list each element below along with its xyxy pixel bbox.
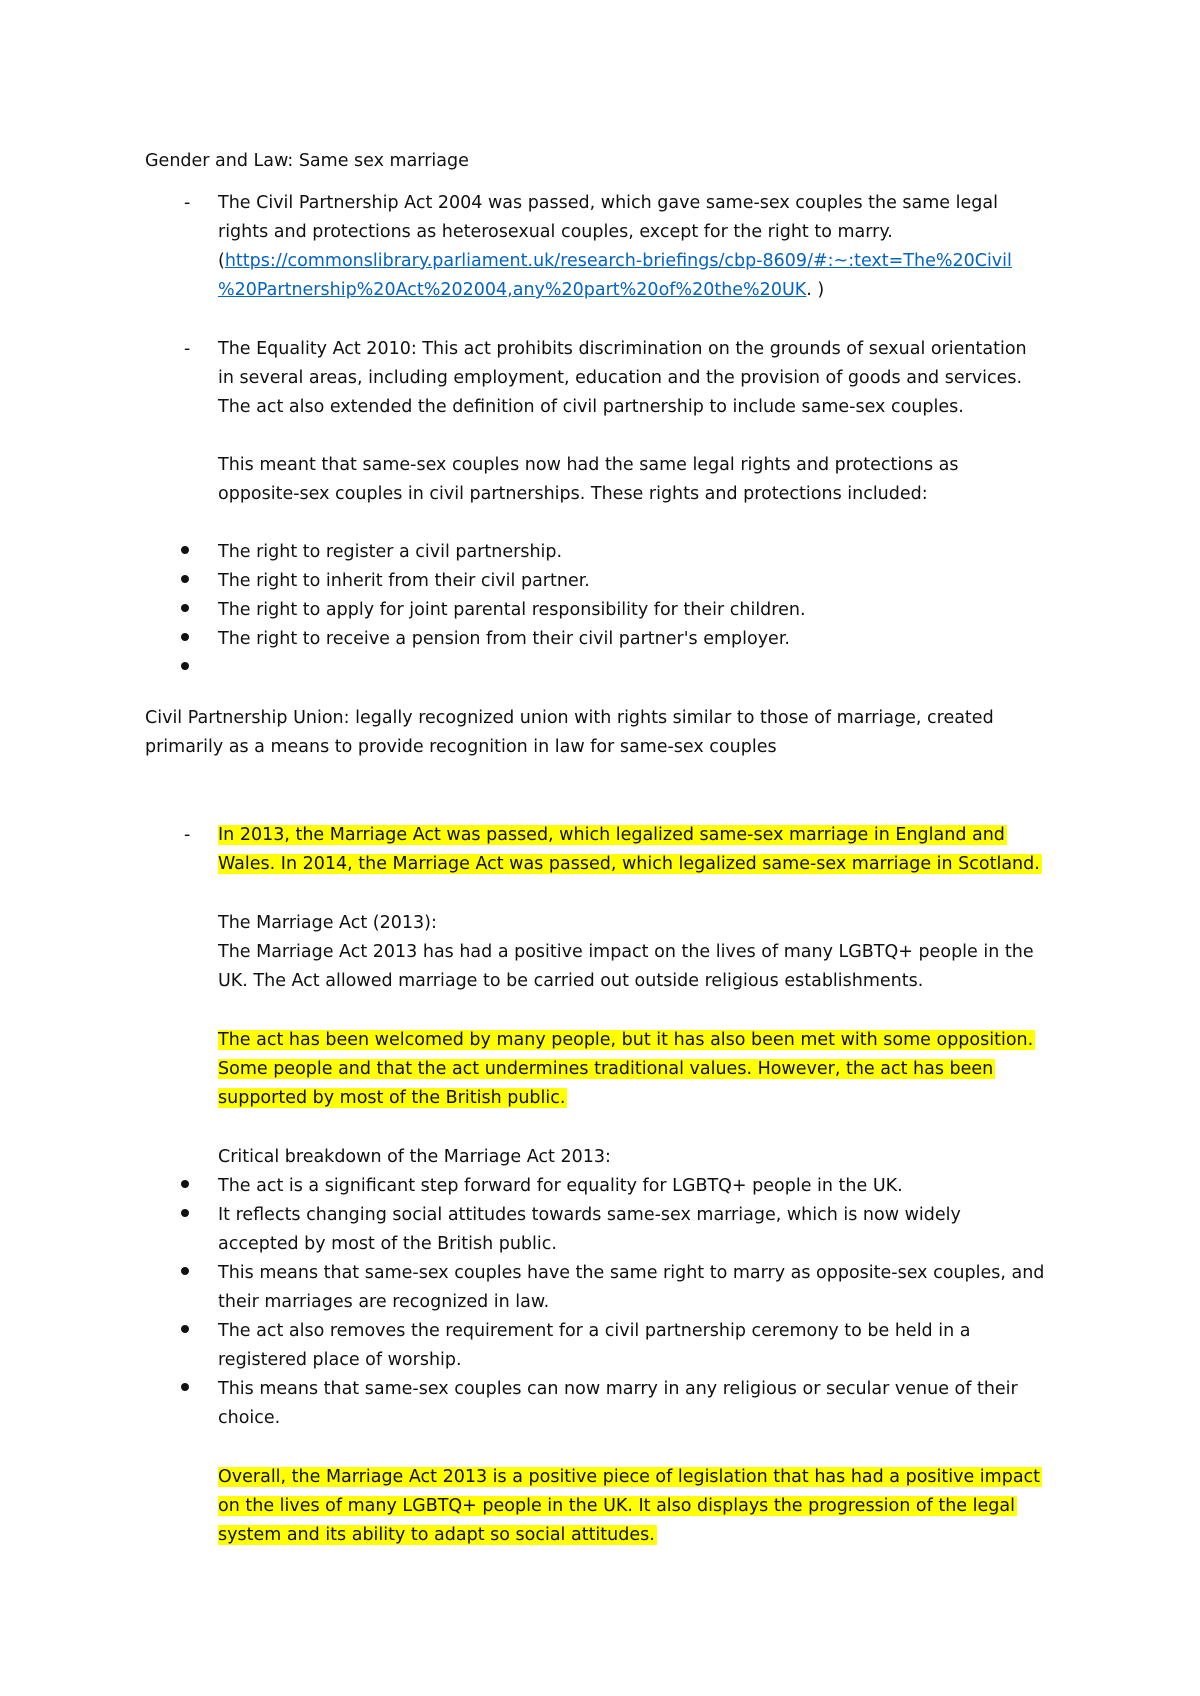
equality-act-text: The act also extended the definition of civil partnership to include same-sex couples. [218,397,964,417]
highlight: on the lives of many LGBTQ+ people in the UK. It also displays the progression of the legal [218,1496,1015,1516]
bullet-icon [181,633,189,641]
bullet-icon [181,1209,189,1217]
list-item: The right to apply for joint parental responsibility for their children. [218,600,806,620]
section-subheading: The Marriage Act (2013): [218,913,437,933]
highlighted-text [218,1522,657,1548]
highlight: Some people and that the act undermines traditional values. However, the act has been [218,1059,994,1079]
highlighted-text [218,851,1042,877]
highlight: In 2013, the Marriage Act was passed, which legalized same-sex marriage in England and [218,825,1005,845]
list-item-continued: registered place of worship. [218,1350,462,1370]
reference-link-line [218,248,1012,274]
paren-open: ( [218,251,225,271]
highlight: The act has been welcomed by many people, but it has also been met with some opposition. [218,1030,1034,1050]
list-item: The act also removes the requirement for a civil partnership ceremony to be held in a [218,1321,971,1341]
highlight: Wales. In 2014, the Marriage Act was passed, which legalized same-sex marriage in Scotland. [218,854,1040,874]
marriage-act-text: The Marriage Act 2013 has had a positive impact on the lives of many LGBTQ+ people in the [218,942,1034,962]
highlighted-text [218,1493,1017,1519]
section-subheading: Critical breakdown of the Marriage Act 2013: [218,1147,611,1167]
reference-link[interactable]: https://commonslibrary.parliament.uk/research-briefings/cbp-8609/#:~:text=The%20Civil [224,251,1012,271]
list-item: It reflects changing social attitudes towards same-sex marriage, which is now widely [218,1205,961,1225]
highlight: Overall, the Marriage Act 2013 is a positive piece of legislation that has had a positive impact [218,1467,1041,1487]
dash-marker: - [184,339,191,359]
bullet-icon [181,662,189,670]
bullet-icon [181,1383,189,1391]
civil-partnership-text: rights and protections as heterosexual couples, except for the right to marry. [218,222,893,242]
list-item: The act is a significant step forward for equality for LGBTQ+ people in the UK. [218,1176,903,1196]
bullet-icon [181,604,189,612]
civil-union-definition: primarily as a means to provide recognition in law for same-sex couples [145,737,777,757]
list-item: The right to register a civil partnership. [218,542,563,562]
list-item: The right to receive a pension from their civil partner's employer. [218,629,790,649]
rights-intro: This meant that same-sex couples now had the same legal rights and protections as [218,455,959,475]
highlight: system and its ability to adapt so social attitudes. [218,1525,655,1545]
equality-act-text: in several areas, including employment, education and the provision of goods and services. [218,368,1023,388]
list-item-continued: their marriages are recognized in law. [218,1292,550,1312]
civil-union-definition: Civil Partnership Union: legally recognized union with rights similar to those of marriage, created [145,708,994,728]
highlighted-text [218,1464,1042,1490]
document-title: Gender and Law: Same sex marriage [145,151,469,171]
list-item-continued: accepted by most of the British public. [218,1234,557,1254]
dash-marker: - [184,825,191,845]
list-item-continued: choice. [218,1408,281,1428]
marriage-act-text: UK. The Act allowed marriage to be carried out outside religious establishments. [218,971,924,991]
reference-link[interactable]: %20Partnership%20Act%202004,any%20part%20of%20the%20UK [218,280,807,300]
bullet-icon [181,1267,189,1275]
highlighted-text [218,1056,995,1082]
civil-partnership-text: The Civil Partnership Act 2004 was passed, which gave same-sex couples the same legal [218,193,998,213]
list-item: This means that same-sex couples can now marry in any religious or secular venue of their [218,1379,1018,1399]
paren-close: . ) [806,280,825,300]
highlight: supported by most of the British public. [218,1088,566,1108]
list-item: This means that same-sex couples have the same right to marry as opposite-sex couples, and [218,1263,1045,1283]
rights-intro: opposite-sex couples in civil partnerships. These rights and protections included: [218,484,928,504]
reference-link-line [218,277,824,303]
bullet-icon [181,1180,189,1188]
highlighted-text [218,822,1007,848]
equality-act-text: The Equality Act 2010: This act prohibits discrimination on the grounds of sexual orientation [218,339,1027,359]
bullet-icon [181,575,189,583]
list-item: The right to inherit from their civil partner. [218,571,590,591]
bullet-icon [181,546,189,554]
highlighted-text [218,1085,567,1111]
dash-marker: - [184,193,191,213]
highlighted-text [218,1027,1035,1053]
bullet-icon [181,1325,189,1333]
